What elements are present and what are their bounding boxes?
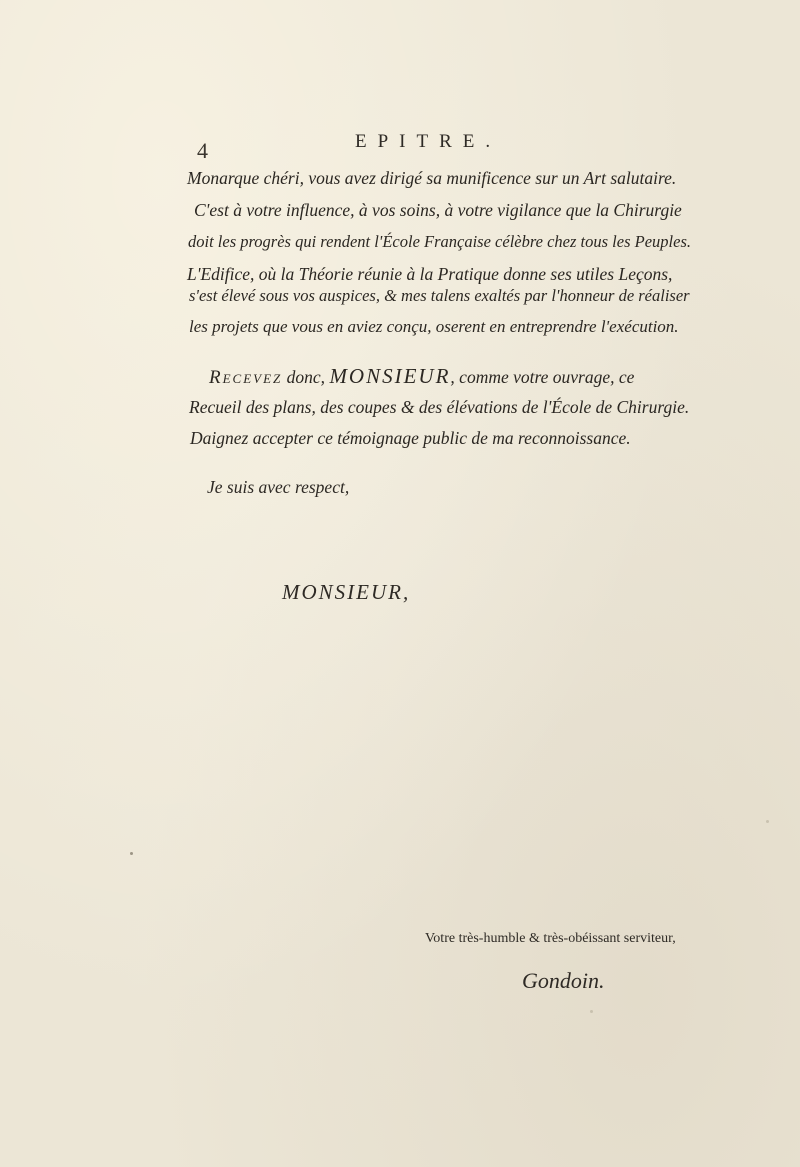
signature: Gondoin. [522,968,605,993]
line-rest: , comme votre ouvrage, ce [450,367,635,387]
salutation: MONSIEUR, [282,580,411,604]
address-monsieur: MONSIEUR [329,364,451,388]
lead-continuation: donc, [286,367,326,387]
text-line [209,364,634,389]
text-line: Monarque chéri, vous avez dirigé sa munificence sur un Art salutaire. [187,168,677,188]
text-line: C'est à votre influence, à vos soins, à votre vigilance que la Chirurgie [194,200,682,220]
page-number: 4 [197,138,208,163]
paper-speck [590,1010,593,1013]
running-head: EPITRE. [355,131,502,152]
paper-speck [766,820,769,823]
paper-speck [130,852,133,855]
text-line: doit les progrès qui rendent l'École Française célèbre chez tous les Peuples. [188,232,691,251]
subscription: Votre très-humble & très-obéissant serviteur, [425,931,676,946]
text-line: Daignez accepter ce témoignage public de ma reconnoissance. [190,428,631,448]
text-line: les projets que vous en aviez conçu, oserent en entreprendre l'exécution. [189,317,679,336]
text-line: s'est élevé sous vos auspices, & mes talens exaltés par l'honneur de réaliser [189,286,690,305]
text-line: L'Edifice, où la Théorie réunie à la Pratique donne ses utiles Leçons, [187,264,673,284]
lead-word: Recevez [209,367,283,388]
closing-line: Je suis avec respect, [207,477,350,497]
text-line: Recueil des plans, des coupes & des élévations de l'École de Chirurgie. [189,397,690,417]
